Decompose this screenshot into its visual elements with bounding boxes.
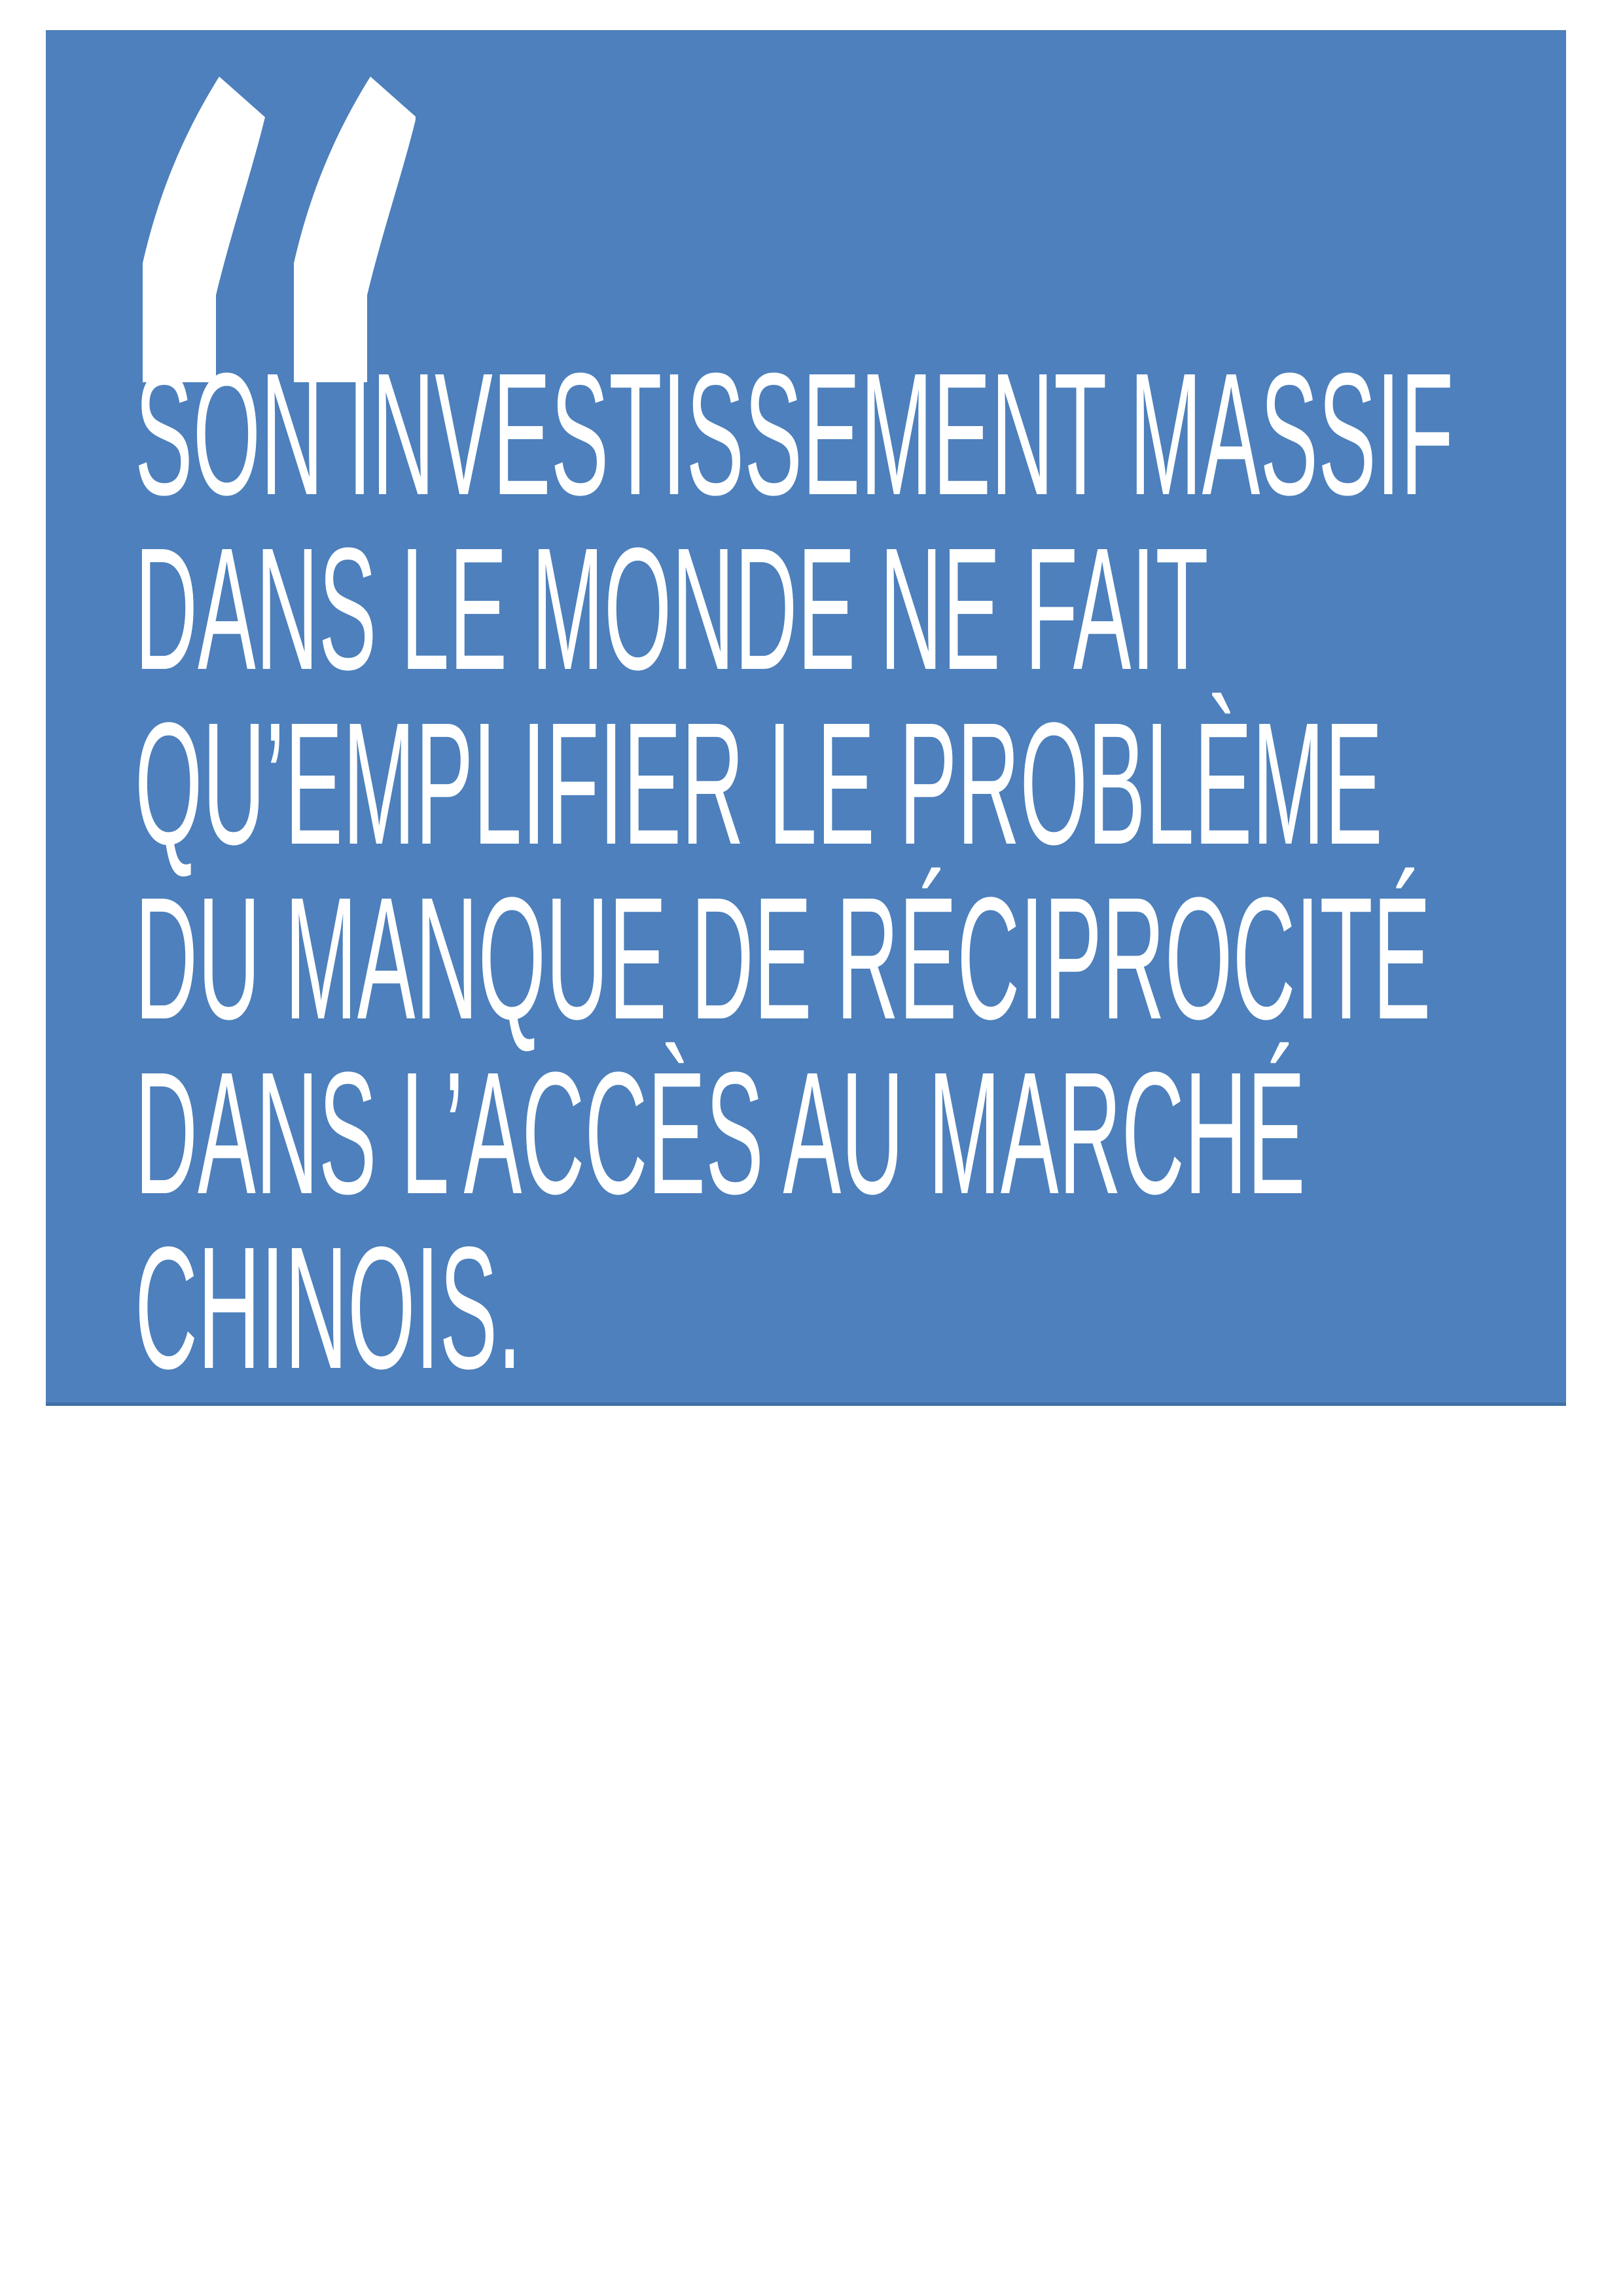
quote-block bbox=[46, 30, 1566, 1406]
opening-double-quote-icon bbox=[139, 77, 416, 382]
quote-line-1: SON INVESTISSEMENT MASSIF bbox=[135, 337, 1454, 531]
quote-line-6: CHINOIS. bbox=[135, 1211, 522, 1405]
quote-text bbox=[135, 337, 1454, 1405]
quote-line-5: DANS L’ACCÈS AU MARCHÉ bbox=[135, 1036, 1306, 1230]
quote-line-3: QU’EMPLIFIER LE PROBLÈME bbox=[135, 687, 1383, 881]
quote-line-4: DU MANQUE DE RÉCIPROCITÉ bbox=[135, 861, 1431, 1056]
quote-line-2: DANS LE MONDE NE FAIT bbox=[135, 512, 1209, 706]
